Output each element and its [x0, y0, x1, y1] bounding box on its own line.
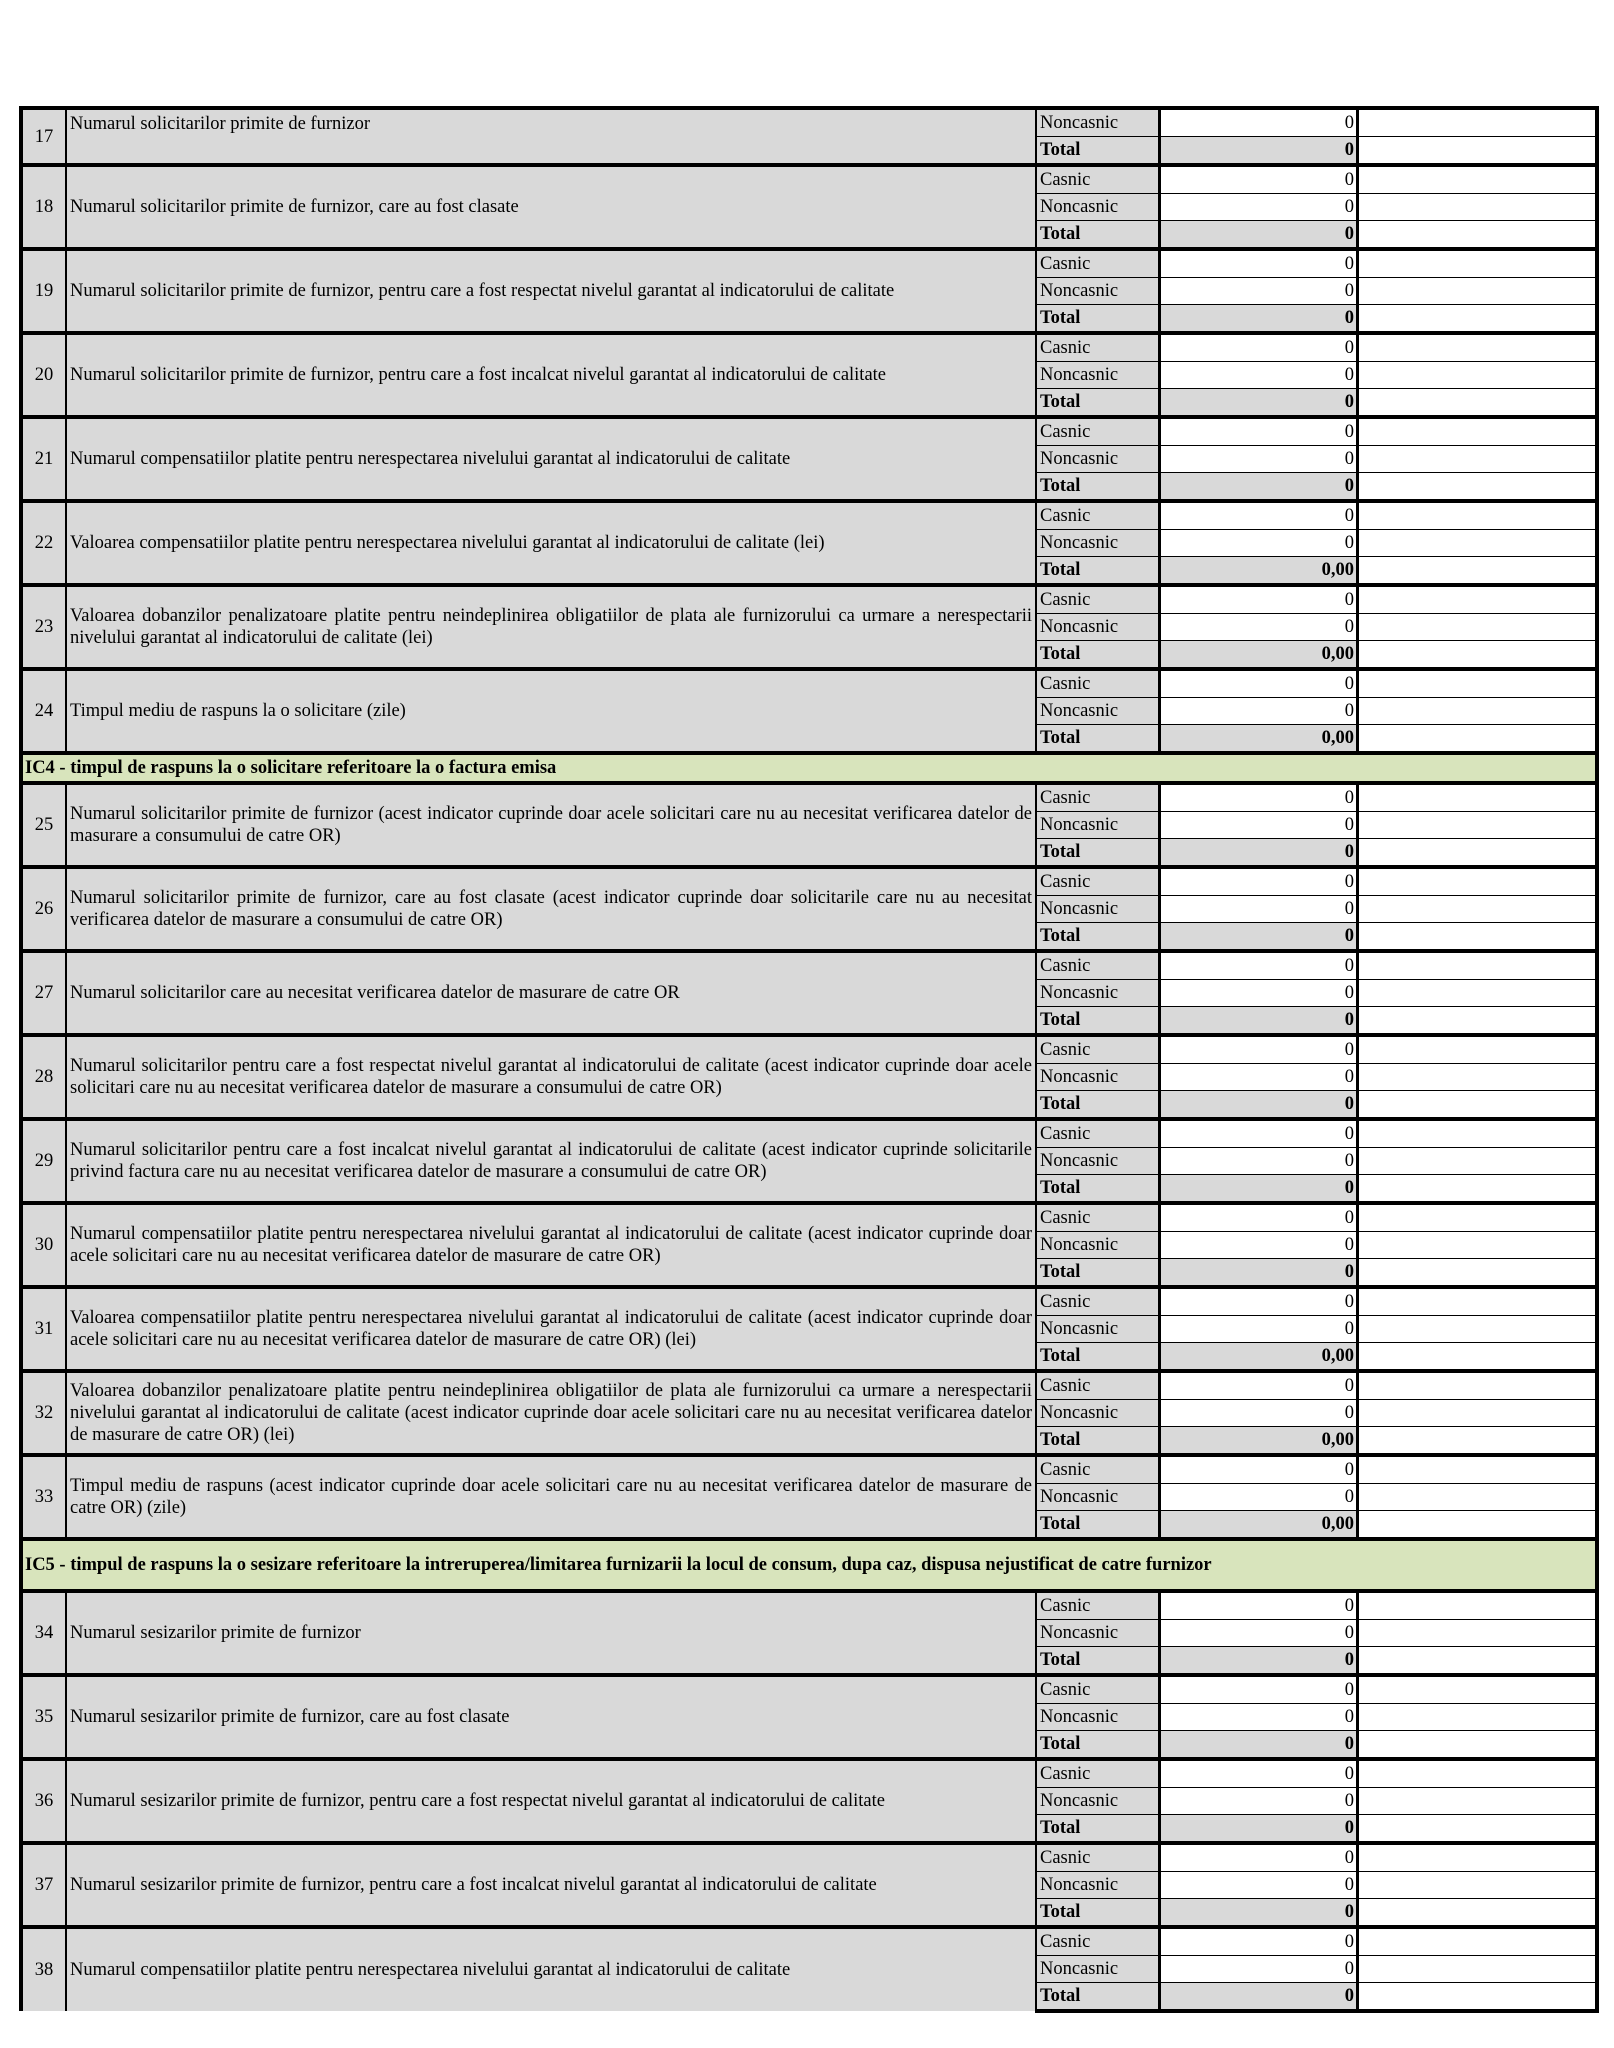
- value-total[interactable]: 0: [1160, 1983, 1358, 2012]
- category-total: Total: [1036, 1427, 1160, 1456]
- indicator-description: Numarul solicitarilor pentru care a fost respectat nivelul garantat al indicatorului de calitate (acest indicator cuprinde doar acele solicitari care nu au necesitat verificarea datelor de masurare a consumului de catre OR): [66, 1035, 1036, 1119]
- empty-cell[interactable]: [1358, 249, 1598, 278]
- value-casnic[interactable]: 0: [1160, 867, 1358, 896]
- empty-cell[interactable]: [1358, 1091, 1598, 1120]
- empty-cell[interactable]: [1358, 585, 1598, 614]
- row-number: 17: [21, 108, 66, 165]
- empty-cell[interactable]: [1358, 1007, 1598, 1036]
- empty-cell[interactable]: [1358, 923, 1598, 952]
- empty-cell[interactable]: [1358, 725, 1598, 754]
- value-casnic[interactable]: 0: [1160, 1287, 1358, 1316]
- value-noncasnic[interactable]: 0: [1160, 812, 1358, 839]
- category-total: Total: [1036, 1259, 1160, 1288]
- empty-cell[interactable]: [1358, 305, 1598, 334]
- table-row: [21, 867, 1597, 896]
- empty-cell[interactable]: [1358, 1371, 1598, 1400]
- value-casnic[interactable]: 0: [1160, 417, 1358, 446]
- value-noncasnic[interactable]: 0: [1160, 1956, 1358, 1983]
- table-row: [21, 951, 1597, 980]
- value-casnic[interactable]: 0: [1160, 1675, 1358, 1704]
- value-noncasnic[interactable]: 0: [1160, 108, 1358, 137]
- category-total: Total: [1036, 1983, 1160, 2012]
- table-row: [21, 108, 1597, 137]
- category-casnic: Casnic: [1036, 165, 1160, 194]
- row-number: 35: [21, 1675, 66, 1759]
- empty-cell[interactable]: [1358, 389, 1598, 418]
- data-table: [19, 106, 1599, 2013]
- indicator-description: Numarul solicitarilor primite de furnizor (acest indicator cuprinde doar acele solicitari care nu au necesitat verificarea datelor de masurare a consumului de catre OR): [66, 783, 1036, 867]
- value-casnic[interactable]: 0: [1160, 333, 1358, 362]
- table-row: [21, 1203, 1597, 1232]
- empty-cell[interactable]: [1358, 1731, 1598, 1760]
- empty-cell[interactable]: [1358, 1675, 1598, 1704]
- row-number: 29: [21, 1119, 66, 1203]
- indicator-description: Valoarea dobanzilor penalizatoare platite pentru neindeplinirea obligatiilor de plata ale furnizorului ca urmare a nerespectarii nivelului garantat al indicatorului de calitate (lei): [66, 585, 1036, 669]
- empty-cell[interactable]: [1358, 614, 1598, 641]
- value-noncasnic[interactable]: 0: [1160, 698, 1358, 725]
- category-noncasnic: Noncasnic: [1036, 1064, 1160, 1091]
- value-noncasnic[interactable]: 0: [1160, 530, 1358, 557]
- table-row: [21, 1455, 1597, 1484]
- value-casnic[interactable]: 0: [1160, 249, 1358, 278]
- indicator-description: Numarul solicitarilor pentru care a fost incalcat nivelul garantat al indicatorului de calitate (acest indicator cuprinde solicitarile privind factura care nu au necesitat verificarea datelor de masurare a consumului de catre OR): [66, 1119, 1036, 1203]
- empty-cell[interactable]: [1358, 1175, 1598, 1204]
- empty-cell[interactable]: [1358, 1287, 1598, 1316]
- empty-cell[interactable]: [1358, 1788, 1598, 1815]
- category-noncasnic: Noncasnic: [1036, 108, 1160, 137]
- indicator-description: Numarul solicitarilor primite de furnizor, care au fost clasate: [66, 165, 1036, 249]
- empty-cell[interactable]: [1358, 1511, 1598, 1540]
- category-casnic: Casnic: [1036, 867, 1160, 896]
- indicator-description: Numarul compensatiilor platite pentru nerespectarea nivelului garantat al indicatorului de calitate: [66, 1927, 1036, 2011]
- value-noncasnic[interactable]: 0: [1160, 896, 1358, 923]
- category-casnic: Casnic: [1036, 585, 1160, 614]
- category-total: Total: [1036, 1175, 1160, 1204]
- empty-cell[interactable]: [1358, 1815, 1598, 1844]
- category-casnic: Casnic: [1036, 1843, 1160, 1872]
- value-casnic[interactable]: 0: [1160, 669, 1358, 698]
- category-total: Total: [1036, 1511, 1160, 1540]
- indicator-description: Numarul sesizarilor primite de furnizor, care au fost clasate: [66, 1675, 1036, 1759]
- category-noncasnic: Noncasnic: [1036, 530, 1160, 557]
- empty-cell[interactable]: [1358, 1316, 1598, 1343]
- row-number: 37: [21, 1843, 66, 1927]
- table-row: [21, 783, 1597, 812]
- category-casnic: Casnic: [1036, 1203, 1160, 1232]
- empty-cell[interactable]: [1358, 1203, 1598, 1232]
- category-total: Total: [1036, 1091, 1160, 1120]
- empty-cell[interactable]: [1358, 951, 1598, 980]
- empty-cell[interactable]: [1358, 1843, 1598, 1872]
- value-total[interactable]: 0,00: [1160, 1427, 1358, 1456]
- value-total[interactable]: 0: [1160, 839, 1358, 868]
- empty-cell[interactable]: [1358, 1455, 1598, 1484]
- value-noncasnic[interactable]: 0: [1160, 614, 1358, 641]
- indicator-description: Numarul sesizarilor primite de furnizor, pentru care a fost incalcat nivelul garantat al indicatorului de calitate: [66, 1843, 1036, 1927]
- table-row: [21, 1759, 1597, 1788]
- table-row: [21, 1591, 1597, 1620]
- category-total: Total: [1036, 923, 1160, 952]
- empty-cell[interactable]: [1358, 194, 1598, 221]
- value-casnic[interactable]: 0: [1160, 1843, 1358, 1872]
- value-noncasnic[interactable]: 0: [1160, 1704, 1358, 1731]
- category-casnic: Casnic: [1036, 669, 1160, 698]
- table-row: [21, 1287, 1597, 1316]
- empty-cell[interactable]: [1358, 446, 1598, 473]
- row-number: 30: [21, 1203, 66, 1287]
- empty-cell[interactable]: [1358, 1956, 1598, 1983]
- value-casnic[interactable]: 0: [1160, 1035, 1358, 1064]
- value-noncasnic[interactable]: 0: [1160, 194, 1358, 221]
- category-noncasnic: Noncasnic: [1036, 194, 1160, 221]
- empty-cell[interactable]: [1358, 1119, 1598, 1148]
- value-casnic[interactable]: 0: [1160, 1371, 1358, 1400]
- value-total[interactable]: 0: [1160, 1175, 1358, 1204]
- value-casnic[interactable]: 0: [1160, 1927, 1358, 1956]
- table-row: [21, 1675, 1597, 1704]
- category-casnic: Casnic: [1036, 1675, 1160, 1704]
- category-noncasnic: Noncasnic: [1036, 1232, 1160, 1259]
- empty-cell[interactable]: [1358, 1232, 1598, 1259]
- category-noncasnic: Noncasnic: [1036, 1400, 1160, 1427]
- category-noncasnic: Noncasnic: [1036, 446, 1160, 473]
- row-number: 23: [21, 585, 66, 669]
- empty-cell[interactable]: [1358, 1759, 1598, 1788]
- category-casnic: Casnic: [1036, 501, 1160, 530]
- empty-cell[interactable]: [1358, 221, 1598, 250]
- category-total: Total: [1036, 389, 1160, 418]
- row-number: 31: [21, 1287, 66, 1371]
- table-body: [21, 108, 1597, 2011]
- category-noncasnic: Noncasnic: [1036, 1484, 1160, 1511]
- value-total[interactable]: 0,00: [1160, 641, 1358, 670]
- value-total[interactable]: 0,00: [1160, 1511, 1358, 1540]
- value-noncasnic[interactable]: 0: [1160, 1232, 1358, 1259]
- value-total[interactable]: 0: [1160, 1259, 1358, 1288]
- indicator-table: [19, 106, 1587, 2013]
- empty-cell[interactable]: [1358, 165, 1598, 194]
- table-row: [21, 333, 1597, 362]
- empty-cell[interactable]: [1358, 1927, 1598, 1956]
- category-noncasnic: Noncasnic: [1036, 698, 1160, 725]
- category-total: Total: [1036, 839, 1160, 868]
- category-casnic: Casnic: [1036, 1119, 1160, 1148]
- row-number: 25: [21, 783, 66, 867]
- table-row: [21, 669, 1597, 698]
- value-total[interactable]: 0: [1160, 923, 1358, 952]
- category-noncasnic: Noncasnic: [1036, 1316, 1160, 1343]
- value-casnic[interactable]: 0: [1160, 1119, 1358, 1148]
- category-noncasnic: Noncasnic: [1036, 980, 1160, 1007]
- table-row: [21, 249, 1597, 278]
- empty-cell[interactable]: [1358, 473, 1598, 502]
- category-total: Total: [1036, 1007, 1160, 1036]
- empty-cell[interactable]: [1358, 698, 1598, 725]
- row-number: 36: [21, 1759, 66, 1843]
- category-total: Total: [1036, 305, 1160, 334]
- empty-cell[interactable]: [1358, 1899, 1598, 1928]
- empty-cell[interactable]: [1358, 1704, 1598, 1731]
- value-total[interactable]: 0: [1160, 1899, 1358, 1928]
- section-title: IC4 - timpul de raspuns la o solicitare referitoare la o factura emisa: [21, 753, 1597, 783]
- category-casnic: Casnic: [1036, 1371, 1160, 1400]
- category-casnic: Casnic: [1036, 1591, 1160, 1620]
- indicator-description: Numarul sesizarilor primite de furnizor, pentru care a fost respectat nivelul garantat al indicatorului de calitate: [66, 1759, 1036, 1843]
- empty-cell[interactable]: [1358, 1064, 1598, 1091]
- indicator-description: Numarul solicitarilor primite de furnizor, pentru care a fost respectat nivelul garantat al indicatorului de calitate: [66, 249, 1036, 333]
- table-row: [21, 501, 1597, 530]
- empty-cell[interactable]: [1358, 1647, 1598, 1676]
- section-title: IC5 - timpul de raspuns la o sesizare referitoare la intreruperea/limitarea furnizarii la locul de consum, dupa caz, dispusa nejustificat de catre furnizor: [21, 1539, 1597, 1591]
- category-casnic: Casnic: [1036, 1287, 1160, 1316]
- category-noncasnic: Noncasnic: [1036, 1704, 1160, 1731]
- value-casnic[interactable]: 0: [1160, 585, 1358, 614]
- empty-cell[interactable]: [1358, 530, 1598, 557]
- category-noncasnic: Noncasnic: [1036, 1148, 1160, 1175]
- value-total[interactable]: 0: [1160, 1815, 1358, 1844]
- value-casnic[interactable]: 0: [1160, 1203, 1358, 1232]
- value-total[interactable]: 0: [1160, 1007, 1358, 1036]
- row-number: 28: [21, 1035, 66, 1119]
- empty-cell[interactable]: [1358, 137, 1598, 166]
- row-number: 18: [21, 165, 66, 249]
- empty-cell[interactable]: [1358, 641, 1598, 670]
- table-row: [21, 417, 1597, 446]
- value-total[interactable]: 0,00: [1160, 1343, 1358, 1372]
- category-total: Total: [1036, 221, 1160, 250]
- empty-cell[interactable]: [1358, 417, 1598, 446]
- empty-cell[interactable]: [1358, 362, 1598, 389]
- category-casnic: Casnic: [1036, 1927, 1160, 1956]
- table-row: [21, 1035, 1597, 1064]
- category-casnic: Casnic: [1036, 417, 1160, 446]
- indicator-description: Numarul compensatiilor platite pentru nerespectarea nivelului garantat al indicatorului de calitate: [66, 417, 1036, 501]
- empty-cell[interactable]: [1358, 839, 1598, 868]
- category-noncasnic: Noncasnic: [1036, 614, 1160, 641]
- row-number: 26: [21, 867, 66, 951]
- empty-cell[interactable]: [1358, 333, 1598, 362]
- empty-cell[interactable]: [1358, 1427, 1598, 1456]
- category-total: Total: [1036, 1899, 1160, 1928]
- category-noncasnic: Noncasnic: [1036, 278, 1160, 305]
- category-noncasnic: Noncasnic: [1036, 812, 1160, 839]
- indicator-description: Valoarea compensatiilor platite pentru nerespectarea nivelului garantat al indicatorului de calitate (acest indicator cuprinde doar acele solicitari care nu au necesitat verificarea datelor de masurare de catre OR) (lei): [66, 1287, 1036, 1371]
- row-number: 24: [21, 669, 66, 753]
- row-number: 34: [21, 1591, 66, 1675]
- empty-cell[interactable]: [1358, 278, 1598, 305]
- category-casnic: Casnic: [1036, 1759, 1160, 1788]
- empty-cell[interactable]: [1358, 812, 1598, 839]
- indicator-description: Numarul solicitarilor care au necesitat verificarea datelor de masurare de catre OR: [66, 951, 1036, 1035]
- indicator-description: Valoarea dobanzilor penalizatoare platite pentru neindeplinirea obligatiilor de plata ale furnizorului ca urmare a nerespectarii nivelului garantat al indicatorului de calitate (acest indicator cuprinde doar acele solicitari care nu au necesitat verificarea datelor de masurare de catre OR) (lei): [66, 1371, 1036, 1455]
- section-header-row: [21, 1539, 1597, 1591]
- value-noncasnic[interactable]: 0: [1160, 1484, 1358, 1511]
- category-total: Total: [1036, 1815, 1160, 1844]
- empty-cell[interactable]: [1358, 669, 1598, 698]
- row-number: 32: [21, 1371, 66, 1455]
- table-row: [21, 165, 1597, 194]
- value-total[interactable]: 0: [1160, 389, 1358, 418]
- value-noncasnic[interactable]: 0: [1160, 362, 1358, 389]
- category-casnic: Casnic: [1036, 1455, 1160, 1484]
- value-casnic[interactable]: 0: [1160, 951, 1358, 980]
- category-total: Total: [1036, 1647, 1160, 1676]
- value-total[interactable]: 0: [1160, 473, 1358, 502]
- indicator-description: Numarul compensatiilor platite pentru nerespectarea nivelului garantat al indicatorului de calitate (acest indicator cuprinde doar acele solicitari care nu au necesitat verificarea datelor de masurare de catre OR): [66, 1203, 1036, 1287]
- category-total: Total: [1036, 641, 1160, 670]
- empty-cell[interactable]: [1358, 896, 1598, 923]
- empty-cell[interactable]: [1358, 1148, 1598, 1175]
- indicator-description: Timpul mediu de raspuns la o solicitare (zile): [66, 669, 1036, 753]
- category-noncasnic: Noncasnic: [1036, 362, 1160, 389]
- empty-cell[interactable]: [1358, 1400, 1598, 1427]
- value-total[interactable]: 0: [1160, 1731, 1358, 1760]
- category-casnic: Casnic: [1036, 783, 1160, 812]
- category-total: Total: [1036, 1731, 1160, 1760]
- empty-cell[interactable]: [1358, 867, 1598, 896]
- value-casnic[interactable]: 0: [1160, 1455, 1358, 1484]
- empty-cell[interactable]: [1358, 783, 1598, 812]
- value-total[interactable]: 0: [1160, 221, 1358, 250]
- empty-cell[interactable]: [1358, 1484, 1598, 1511]
- indicator-description: Valoarea compensatiilor platite pentru nerespectarea nivelului garantat al indicatorului de calitate (lei): [66, 501, 1036, 585]
- table-row: [21, 585, 1597, 614]
- table-row: [21, 1371, 1597, 1400]
- table-row: [21, 1119, 1597, 1148]
- indicator-description: Numarul solicitarilor primite de furnizor, pentru care a fost incalcat nivelul garantat al indicatorului de calitate: [66, 333, 1036, 417]
- empty-cell[interactable]: [1358, 1620, 1598, 1647]
- value-noncasnic[interactable]: 0: [1160, 1788, 1358, 1815]
- value-casnic[interactable]: 0: [1160, 1591, 1358, 1620]
- table-row: [21, 1843, 1597, 1872]
- category-casnic: Casnic: [1036, 249, 1160, 278]
- value-casnic[interactable]: 0: [1160, 165, 1358, 194]
- row-number: 20: [21, 333, 66, 417]
- value-total[interactable]: 0,00: [1160, 557, 1358, 586]
- value-noncasnic[interactable]: 0: [1160, 980, 1358, 1007]
- empty-cell[interactable]: [1358, 1591, 1598, 1620]
- empty-cell[interactable]: [1358, 1259, 1598, 1288]
- row-number: 21: [21, 417, 66, 501]
- empty-cell[interactable]: [1358, 1343, 1598, 1372]
- category-noncasnic: Noncasnic: [1036, 1788, 1160, 1815]
- value-casnic[interactable]: 0: [1160, 1759, 1358, 1788]
- empty-cell[interactable]: [1358, 1983, 1598, 2012]
- empty-cell[interactable]: [1358, 108, 1598, 137]
- value-total[interactable]: 0: [1160, 137, 1358, 166]
- value-total[interactable]: 0: [1160, 305, 1358, 334]
- empty-cell[interactable]: [1358, 501, 1598, 530]
- empty-cell[interactable]: [1358, 1872, 1598, 1899]
- value-total[interactable]: 0: [1160, 1647, 1358, 1676]
- value-noncasnic[interactable]: 0: [1160, 1872, 1358, 1899]
- row-number: 38: [21, 1927, 66, 2011]
- indicator-description: Timpul mediu de raspuns (acest indicator cuprinde doar acele solicitari care nu au necesitat verificarea datelor de masurare de catre OR) (zile): [66, 1455, 1036, 1539]
- table-row: [21, 1927, 1597, 1956]
- value-casnic[interactable]: 0: [1160, 783, 1358, 812]
- value-noncasnic[interactable]: 0: [1160, 1316, 1358, 1343]
- indicator-description: Numarul solicitarilor primite de furnizor, care au fost clasate (acest indicator cuprinde doar solicitarile care nu au necesitat verificarea datelor de masurare a consumului de catre OR): [66, 867, 1036, 951]
- empty-cell[interactable]: [1358, 980, 1598, 1007]
- empty-cell[interactable]: [1358, 1035, 1598, 1064]
- value-casnic[interactable]: 0: [1160, 501, 1358, 530]
- value-total[interactable]: 0: [1160, 1091, 1358, 1120]
- category-noncasnic: Noncasnic: [1036, 1620, 1160, 1647]
- category-total: Total: [1036, 473, 1160, 502]
- indicator-description: Numarul solicitarilor primite de furnizor: [66, 108, 1036, 165]
- section-header-row: [21, 753, 1597, 783]
- empty-cell[interactable]: [1358, 557, 1598, 586]
- category-casnic: Casnic: [1036, 951, 1160, 980]
- indicator-description: Numarul sesizarilor primite de furnizor: [66, 1591, 1036, 1675]
- row-number: 22: [21, 501, 66, 585]
- category-noncasnic: Noncasnic: [1036, 1872, 1160, 1899]
- category-total: Total: [1036, 557, 1160, 586]
- category-casnic: Casnic: [1036, 333, 1160, 362]
- category-total: Total: [1036, 137, 1160, 166]
- category-noncasnic: Noncasnic: [1036, 1956, 1160, 1983]
- value-noncasnic[interactable]: 0: [1160, 446, 1358, 473]
- value-noncasnic[interactable]: 0: [1160, 1064, 1358, 1091]
- row-number: 27: [21, 951, 66, 1035]
- row-number: 19: [21, 249, 66, 333]
- category-total: Total: [1036, 725, 1160, 754]
- value-noncasnic[interactable]: 0: [1160, 278, 1358, 305]
- category-casnic: Casnic: [1036, 1035, 1160, 1064]
- value-noncasnic[interactable]: 0: [1160, 1148, 1358, 1175]
- category-noncasnic: Noncasnic: [1036, 896, 1160, 923]
- value-total[interactable]: 0,00: [1160, 725, 1358, 754]
- category-total: Total: [1036, 1343, 1160, 1372]
- value-noncasnic[interactable]: 0: [1160, 1400, 1358, 1427]
- value-noncasnic[interactable]: 0: [1160, 1620, 1358, 1647]
- row-number: 33: [21, 1455, 66, 1539]
